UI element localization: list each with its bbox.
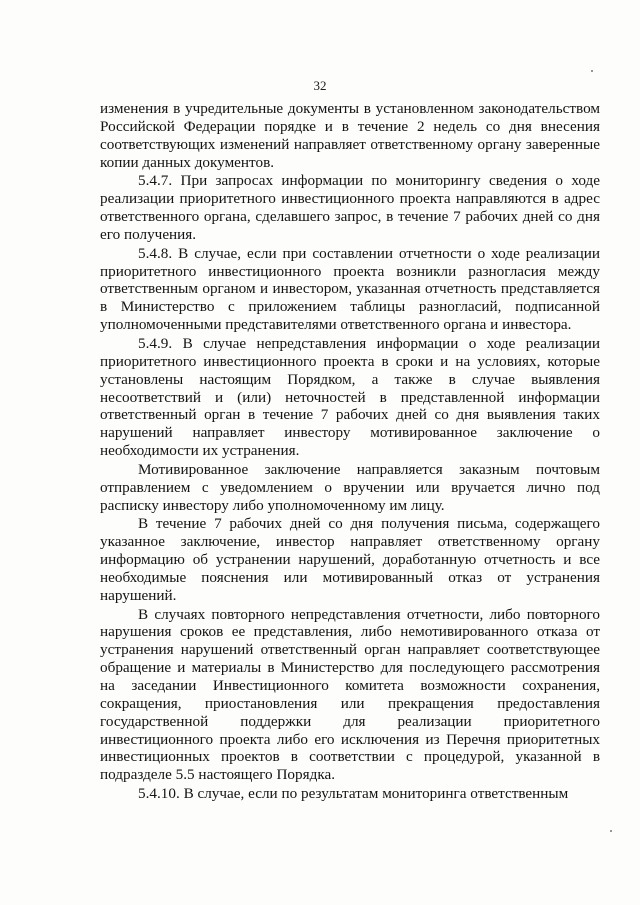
paragraph-continuation: изменения в учредительные документы в установленном законодательством Российской Федерации порядке и в течение 2 недель со дня внесения соответствующих изменений направляет ответственному органу заверенные копии данных документов. [100,100,600,171]
paragraph-repeated-violation: В случаях повторного непредставления отчетности, либо повторного нарушения сроков ее представления, либо немотивированного отказа от устранения нарушений ответственный орган направляет соответствующее обращение и материалы в Министерство для последующего рассмотрения на заседании Инвестиционного комитета возможности сохранения, сокращения, приостановления или прекращения предоставления государственной поддержки для реализации приоритетного инвестиционного проекта либо его исключения из Перечня приоритетных инвестиционных проектов в соответствии с процедурой, указанной в подразделе 5.5 настоящего Порядка. [100,605,600,784]
paragraph-5-4-9: 5.4.9. В случае непредставления информации о ходе реализации приоритетного инвестиционного проекта в сроки и на условиях, которые установлены настоящим Порядком, а также в случае выявления несоответствий и (или) неточностей в представленной информации ответственный орган в течение 7 рабочих дней со дня выявления таких нарушений направляет инвестору мотивированное заключение о необходимости их устранения. [100,334,600,460]
paragraph-5-4-8: 5.4.8. В случае, если при составлении отчетности о ходе реализации приоритетного инвестиционного проекта возникли разногласия между ответственным органом и инвестором, указанная отчетность представляется в Министерство с приложением таблицы разногласий, подписанной уполномоченными представителями ответственного органа и инвестора. [100,244,600,334]
document-body [100,100,600,804]
page-number: 32 [313,78,327,93]
paragraph-5-4-7: 5.4.7. При запросах информации по мониторингу сведения о ходе реализации приоритетного инвестиционного проекта направляются в адрес ответственного органа, сделавшего запрос, в течение 7 рабочих дней со дня его получения. [100,172,600,243]
paragraph-5-4-10: 5.4.10. В случае, если по результатам мониторинга ответственным [138,785,569,803]
scan-speck [591,70,593,72]
scan-speck [610,830,612,832]
paragraph-seven-days: В течение 7 рабочих дней со дня получения письма, содержащего указанное заключение, инвестор направляет ответственному органу информацию об устранении нарушений, доработанную отчетность и все необходимые пояснения или мотивированный отказ от устранения нарушений. [100,515,600,604]
paragraph-motivated-conclusion: Мотивированное заключение направляется заказным почтовым отправлением с уведомлением о вручении или вручается лично под расписку инвестору либо уполномоченному им лицу. [100,460,600,514]
